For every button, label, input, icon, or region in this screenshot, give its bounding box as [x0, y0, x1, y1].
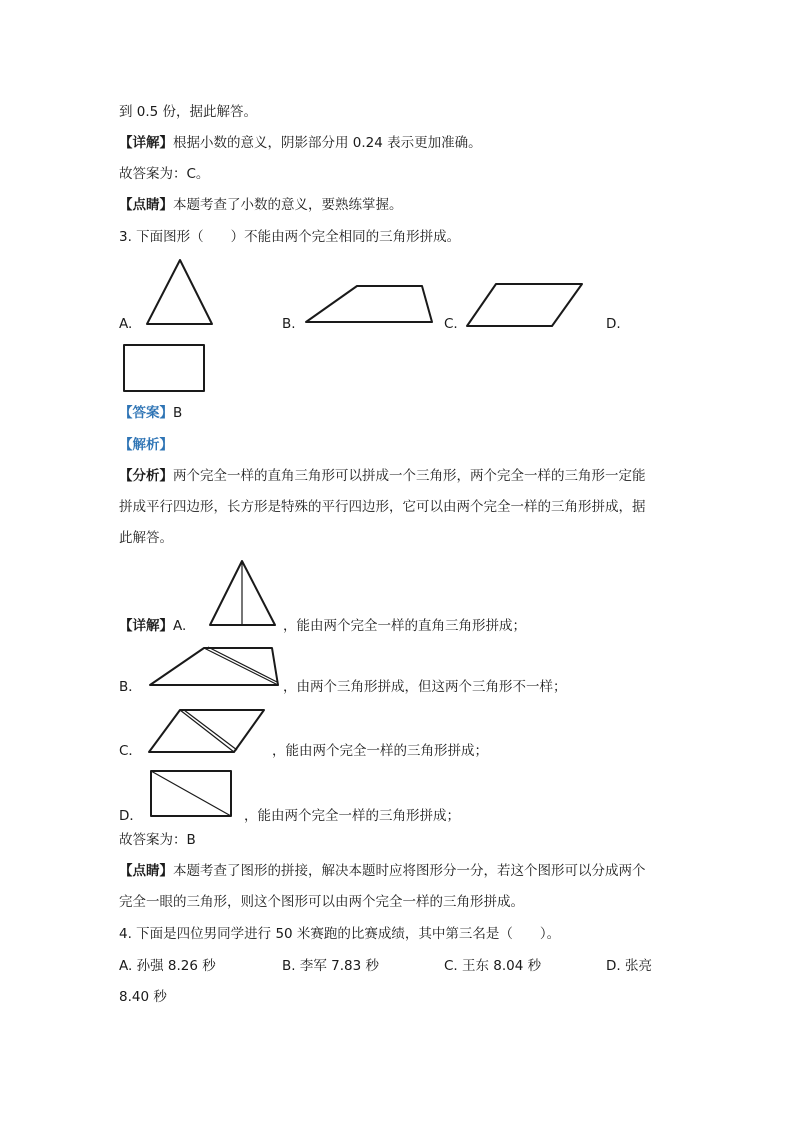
option-a-triangle [145, 258, 215, 328]
analysis-line-3: 此解答。 [119, 530, 173, 546]
comment-line-2: 完全一眼的三角形，则这个图形可以由两个完全一样的三角形拼成。 [119, 894, 524, 910]
diagonal-line [151, 771, 231, 816]
final-answer: 故答案为：B [119, 832, 196, 848]
comment-line-1 [119, 861, 646, 881]
q4-option-d-cont: 8.40 秒 [119, 989, 167, 1005]
detail-label: A. [173, 618, 187, 634]
detail-b-text: ，由两个三角形拼成，但这两个三角形不一样； [283, 679, 567, 695]
answer-line [119, 403, 182, 423]
rectangle-shape [124, 345, 204, 391]
option-d-rectangle [121, 343, 207, 394]
trapezoid-shape [306, 286, 432, 322]
answer-line: 故答案为：C。 [119, 166, 210, 182]
parallelogram-shape [467, 284, 582, 326]
detail-a-text: ，能由两个完全一样的直角三角形拼成； [283, 618, 526, 634]
detail-d-text: ，能由两个完全一样的三角形拼成； [244, 808, 460, 824]
detail-d-rectangle [148, 769, 234, 819]
section-tag: 【分析】 [119, 468, 173, 484]
comment-text: 本题考查了图形的拼接，解决本题时应将图形分一分，若这个图形可以分成两个 [173, 863, 646, 879]
q4-option-a: A. 孙强 8.26 秒 [119, 958, 216, 974]
detail-b-label: B． [119, 679, 142, 695]
comment-line [119, 195, 403, 215]
analysis-line-2: 拼成平行四边形，长方形是特殊的平行四边形，它可以由两个完全一样的三角形拼成，据 [119, 499, 646, 515]
detail-c-label: C． [119, 743, 142, 759]
detail-b-trapezoid [147, 646, 283, 690]
section-tag: 【点睛】 [119, 863, 173, 879]
option-b-label: B. [282, 316, 296, 332]
detail-text: 根据小数的意义，阴影部分用 0.24 表示更加准确。 [173, 135, 482, 151]
diagonal-line-2 [184, 710, 237, 750]
detail-d-label: D． [119, 808, 143, 824]
analysis-text: 两个完全一样的直角三角形可以拼成一个三角形，两个完全一样的三角形一定能 [173, 468, 646, 484]
diagonal-line-2 [208, 647, 277, 682]
detail-line [119, 133, 482, 153]
q4-option-d: D. 张亮 [606, 958, 652, 974]
q4-option-c: C. 王东 8.04 秒 [444, 958, 542, 974]
option-a-label: A. [119, 316, 133, 332]
answer-value: B [173, 405, 183, 421]
diagonal-line-1 [204, 648, 278, 685]
triangle-shape [147, 260, 212, 324]
question-3: 3. 下面图形（ ）不能由两个完全相同的三角形拼成。 [119, 229, 461, 245]
section-tag: 【点睛】 [119, 197, 173, 213]
q4-option-b: B. 李军 7.83 秒 [282, 958, 379, 974]
text-line: 到 0.5 份，据此解答。 [119, 104, 258, 120]
section-tag: 【详解】 [119, 135, 173, 151]
detail-a-line [119, 616, 186, 636]
detail-a-triangle [207, 558, 279, 630]
detail-c-text: ，能由两个完全一样的三角形拼成； [272, 743, 488, 759]
analysis-line-1 [119, 466, 646, 486]
answer-tag: 【答案】 [119, 405, 173, 421]
comment-text: 本题考查了小数的意义，要熟练掌握。 [173, 197, 403, 213]
option-c-label: C. [444, 316, 458, 332]
question-4: 4. 下面是四位男同学进行 50 米赛跑的比赛成绩，其中第三名是（ ）。 [119, 926, 561, 942]
section-tag: 【详解】 [119, 618, 173, 634]
option-c-parallelogram [463, 280, 587, 330]
diagonal-line-1 [180, 710, 234, 752]
analysis-tag: 【解析】 [119, 437, 173, 453]
detail-c-parallelogram [145, 708, 269, 756]
option-b-trapezoid [302, 282, 437, 328]
option-d-label: D. [606, 316, 621, 332]
